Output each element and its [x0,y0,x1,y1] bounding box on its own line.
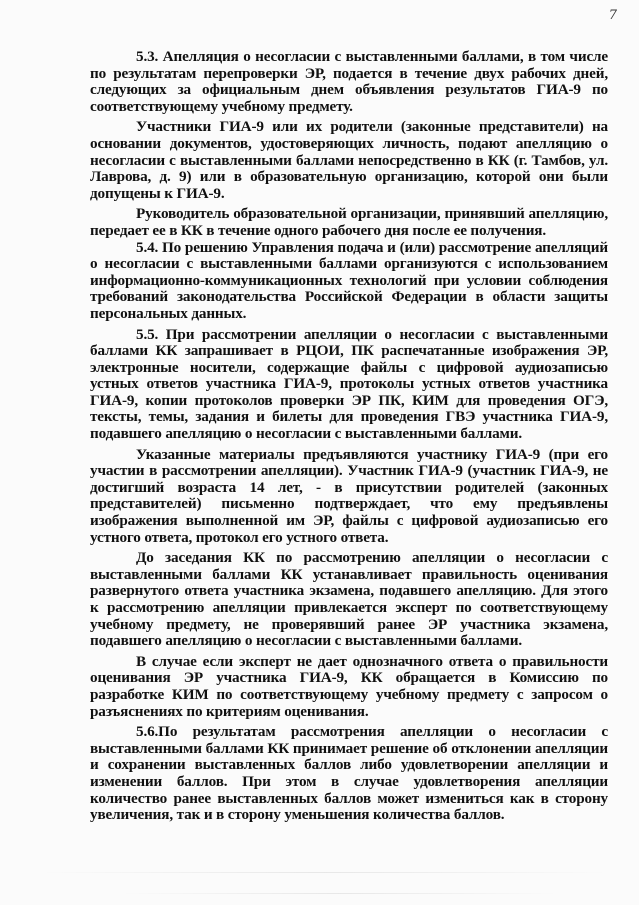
scan-artifact-line [120,893,559,894]
paragraph-head-transfers: Руководитель образовательной организации, принявший апелляцию, передает ее в КК в течение одного рабочего дня после ее получения. [90,205,608,239]
paragraph-materials-presented: Указанные материалы предъявляются участнику ГИА-9 (при его участии в рассмотрении апелляции). Участник ГИА-9 (участник ГИА-9, не достигший возраста 14 лет, - в присутствии родителей (законных представителей) письменно подтверждает, что ему предъявлены изображения выполненной им ЭР, файлы с цифровой аудиозаписью его устного ответа, протокол его устного ответа. [90,445,608,546]
scan-artifact-line [40,872,609,873]
paragraph-5-3: 5.3. Апелляция о несогласии с выставленными баллами, в том числе по результатам перепроверки ЭР, подается в течение двух рабочих дней, следующих за официальным днем объявления результатов ГИА-9 по соответствующему учебному предмету. [90,48,608,115]
paragraph-5-6: 5.6.По результатам рассмотрения апелляции о несогласии с выставленными баллами КК принимает решение об отклонении апелляции и сохранении выставленных баллов либо удовлетворении апелляции и изменении баллов. При этом в случае удовлетворения апелляции количество ранее выставленных баллов может измениться как в сторону увеличения, так и в сторону уменьшения количества баллов. [90,723,608,824]
paragraph-participants-submit: Участники ГИА-9 или их родители (законные представители) на основании документов, удостоверяющих личность, подают апелляцию о несогласии с выставленными баллами непосредственно в КК (г. Тамбов, ул. Лаврова, д. 9) или в образовательную организацию, которой они были допущены к ГИА-9. [90,118,608,202]
paragraph-5-4: 5.4. По решению Управления подача и (или) рассмотрение апелляций о несогласии с выставленными баллами организуются с использованием информационно-коммуникационных технологий при условии соблюдения требований законодательства Российской Федерации в области защиты персональных данных. [90,238,608,322]
paragraph-before-meeting: До заседания КК по рассмотрению апелляции о несогласии с выставленными баллами КК устанавливает правильность оценивания развернутого ответа участника экзамена, подавшего апелляцию. Для этого к рассмотрению апелляции привлекается эксперт по соответствующему учебному предмету, не проверявший ранее ЭР участника экзамена, подавшего апелляцию о несогласии с выставленными баллами. [90,549,608,650]
document-body [90,49,608,824]
paragraph-5-5: 5.5. При рассмотрении апелляции о несогласии с выставленными баллами КК запрашивает в РЦОИ, ПК распечатанные изображения ЭР, электронные носители, содержащие файлы с цифровой аудиозаписью устных ответов участника ГИА-9, протоколы устных ответов участника ГИА-9, копии протоколов проверки ЭР ПК, КИМ для проведения ОГЭ, тексты, темы, задания и билеты для проведения ГВЭ участника ГИА-9, подавшего апелляцию о несогласии с выставленными баллами. [90,325,608,443]
page-number: 7 [608,8,617,23]
paragraph-expert-unclear: В случае если эксперт не дает однозначного ответа о правильности оценивания ЭР участника ГИА-9, КК обращается в Комиссию по разработке КИМ по соответствующему учебному предмету с запросом о разъяснениях по критериям оценивания. [90,652,608,720]
